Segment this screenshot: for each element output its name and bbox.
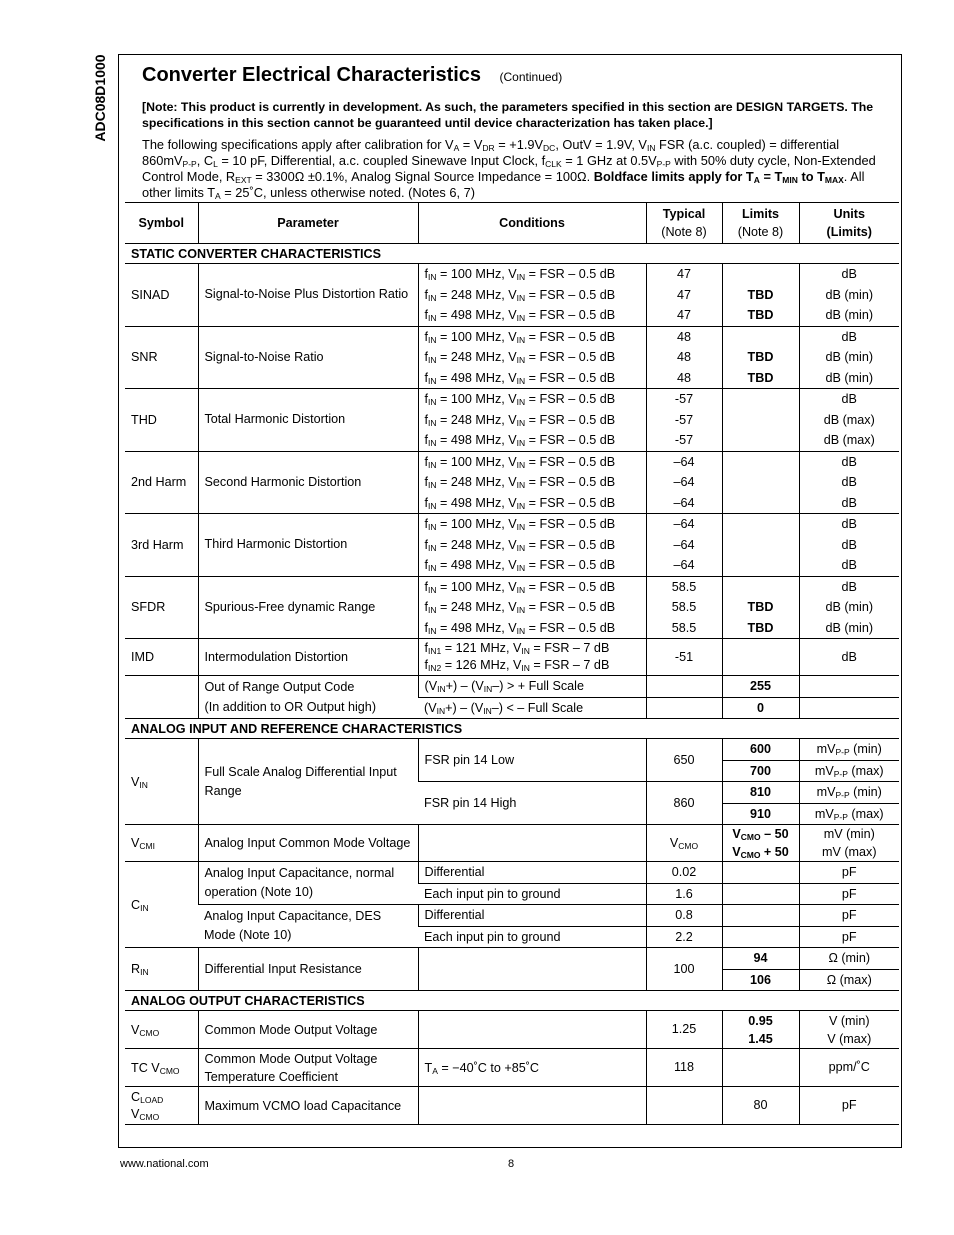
conditions-cell: FSR pin 14 Low xyxy=(418,739,646,782)
units-cell: dB xyxy=(799,639,899,676)
units-cell: ppm/˚C xyxy=(799,1049,899,1087)
typical-cell: 1.25 xyxy=(646,1011,722,1049)
table-row-vin-low xyxy=(125,739,899,782)
parameter-cell: Intermodulation Distortion xyxy=(198,639,418,676)
parameter-cell: Analog Input Common Mode Voltage xyxy=(198,825,418,862)
parameter-cell: Signal-to-Noise Ratio xyxy=(198,326,418,389)
symbol-cell: $C_{LOAD}$ $V_{CMO}$ xyxy=(125,1087,198,1125)
conditions-cell: $f_{IN1} = 121$ MHz, $V_{IN}$ = FSR – 7 dB $f_{IN2} = 126$ MHz, $V_{IN}$ = FSR – 7 dB xyxy=(418,639,646,676)
header-parameter: Parameter xyxy=(198,203,418,244)
conditions-cell: $f_{IN} = 100$ MHz, $V_{IN}$ = FSR – 0.5 dB $f_{IN} = 248$ MHz, $V_{IN}$ = FSR – 0.5 dB $f_{IN} = 498$ MHz, $V_{IN}$ = FSR – 0.5 dB xyxy=(418,576,646,639)
typical-cell: -57 -57 -57 xyxy=(646,389,722,452)
table-row xyxy=(125,514,899,577)
parameter-cell: Differential Input Resistance xyxy=(198,948,418,991)
conditions-cell xyxy=(418,948,646,991)
parameter-cell: Full Scale Analog Differential Input Range xyxy=(198,739,418,825)
limits-cell: 600 700 xyxy=(722,739,799,782)
parameter-cell: Analog Input Capacitance, normal operation (Note 10) xyxy=(198,862,418,905)
symbol-cell xyxy=(125,676,198,719)
page-number: 8 xyxy=(508,1158,515,1170)
units-cell: pF xyxy=(799,883,899,905)
limits-cell: 810 910 xyxy=(722,782,799,825)
header-limits: Limits (Note 8) xyxy=(722,203,799,244)
section-analog-input: ANALOG INPUT AND REFERENCE CHARACTERISTICS xyxy=(125,719,899,739)
units-cell: dB dB dB xyxy=(799,514,899,577)
parameter-cell: Second Harmonic Distortion xyxy=(198,451,418,514)
typical-cell: 47 47 47 xyxy=(646,264,722,327)
typical-cell: 0.02 xyxy=(646,862,722,884)
units-cell: dB dB (min) dB (min) xyxy=(799,576,899,639)
parameter-cell: Signal-to-Noise Plus Distortion Ratio xyxy=(198,264,418,327)
characteristics-table xyxy=(125,202,899,1125)
limits-cell xyxy=(722,862,799,884)
conditions-cell: FSR pin 14 High xyxy=(418,782,646,825)
conditions-cell xyxy=(418,825,646,862)
conditions-cell: $f_{IN} = 100$ MHz, $V_{IN}$ = FSR – 0.5 dB $f_{IN} = 248$ MHz, $V_{IN}$ = FSR – 0.5 dB $f_{IN} = 498$ MHz, $V_{IN}$ = FSR – 0.5 dB xyxy=(418,264,646,327)
units-cell: pF xyxy=(799,905,899,927)
units-cell: mV (min) mV (max) xyxy=(799,825,899,862)
limits-cell: 0 xyxy=(722,697,799,719)
conditions-intro: The following specifications apply after calibration for $V_A = V_{DR} = +1.9V_{DC}$, OutV = 1.9V, $V_{IN}$ FSR (a.c. coupled) = differential $860mV_{P-P}$, $C_L = 10$ pF, Differential, a.c. coupled Sinewave Input Clock, $f_{CLK} = 1$ GHz at $0.5V_{P-P}$ with 50% duty cycle, Non-Extended Control Mode, $R_{EXT} = 3300\Omega \pm 0.1\%$, Analog Signal Source Impedance = 100Ω. Boldface limits apply for $T_A = T_{MIN}$ to $T_{MAX}$. All other limits $T_A$ = 25˚C, unless otherwise noted. (Notes 6, 7) xyxy=(142,137,876,201)
limits-cell: TBD TBD xyxy=(722,576,799,639)
conditions-cell: $f_{IN} = 100$ MHz, $V_{IN}$ = FSR – 0.5 dB $f_{IN} = 248$ MHz, $V_{IN}$ = FSR – 0.5 dB $f_{IN} = 498$ MHz, $V_{IN}$ = FSR – 0.5 dB xyxy=(418,451,646,514)
table-row-tcvcmo xyxy=(125,1049,899,1087)
units-cell: dB dB (min) dB (min) xyxy=(799,264,899,327)
limits-cell xyxy=(722,905,799,927)
conditions-cell: Differential xyxy=(418,905,646,927)
limits-cell: 255 xyxy=(722,676,799,698)
conditions-cell xyxy=(418,1087,646,1125)
limits-cell xyxy=(722,926,799,948)
conditions-cell: $f_{IN} = 100$ MHz, $V_{IN}$ = FSR – 0.5 dB $f_{IN} = 248$ MHz, $V_{IN}$ = FSR – 0.5 dB $f_{IN} = 498$ MHz, $V_{IN}$ = FSR – 0.5 dB xyxy=(418,389,646,452)
conditions-cell xyxy=(418,1011,646,1049)
symbol-cell: $V_{CMI}$ xyxy=(125,825,198,862)
typical-cell: –64 –64 –64 xyxy=(646,514,722,577)
table-header-row xyxy=(125,203,899,244)
units-cell: pF xyxy=(799,862,899,884)
typical-cell: 650 xyxy=(646,739,722,782)
table-row-cload xyxy=(125,1087,899,1125)
symbol-cell: $R_{IN}$ xyxy=(125,948,198,991)
parameter-cell: Total Harmonic Distortion xyxy=(198,389,418,452)
symbol-cell: THD xyxy=(125,389,198,452)
table-row-imd xyxy=(125,639,899,676)
typical-cell: 100 xyxy=(646,948,722,991)
header-units: Units (Limits) xyxy=(799,203,899,244)
footer-url: www.national.com xyxy=(120,1158,209,1170)
limits-cell: $V_{CMO} - 50$ $V_{CMO} + 50$ xyxy=(722,825,799,862)
units-cell xyxy=(799,697,899,719)
limits-cell xyxy=(722,639,799,676)
symbol-cell: SNR xyxy=(125,326,198,389)
page-title: Converter Electrical Characteristics xyxy=(142,64,482,86)
symbol-cell: TC $V_{CMO}$ xyxy=(125,1049,198,1087)
table-row xyxy=(125,451,899,514)
section-analog-output: ANALOG OUTPUT CHARACTERISTICS xyxy=(125,991,899,1011)
typical-cell: 118 xyxy=(646,1049,722,1087)
typical-cell: 2.2 xyxy=(646,926,722,948)
conditions-cell: Each input pin to ground xyxy=(418,883,646,905)
table-row-vcmo xyxy=(125,1011,899,1049)
symbol-cell: 3rd Harm xyxy=(125,514,198,577)
typical-cell xyxy=(646,697,722,719)
conditions-cell: $T_A$ = −40˚C to +85˚C xyxy=(418,1049,646,1087)
limits-cell xyxy=(722,1049,799,1087)
units-cell: dB dB (max) dB (max) xyxy=(799,389,899,452)
conditions-cell: Each input pin to ground xyxy=(418,926,646,948)
parameter-cell: Spurious-Free dynamic Range xyxy=(198,576,418,639)
section-static: STATIC CONVERTER CHARACTERISTICS xyxy=(125,244,899,264)
units-cell: Ω (min) Ω (max) xyxy=(799,948,899,991)
limits-cell xyxy=(722,389,799,452)
table-row-cin-3 xyxy=(125,905,899,927)
limits-cell xyxy=(722,514,799,577)
table-row xyxy=(125,389,899,452)
table-row-vcmi xyxy=(125,825,899,862)
parameter-cell: Analog Input Capacitance, DES Mode (Note 10) xyxy=(198,905,418,948)
limits-cell: TBD TBD xyxy=(722,326,799,389)
table-row-cin-1 xyxy=(125,862,899,884)
limits-cell xyxy=(722,883,799,905)
symbol-cell: $V_{IN}$ xyxy=(125,739,198,825)
header-symbol: Symbol xyxy=(125,203,198,244)
units-cell xyxy=(799,676,899,698)
table-row xyxy=(125,264,899,327)
typical-cell xyxy=(646,1087,722,1125)
header-conditions: Conditions xyxy=(418,203,646,244)
units-cell: $mV_{P-P}$ (min) $mV_{P-P}$ (max) xyxy=(799,739,899,782)
units-cell: dB dB (min) dB (min) xyxy=(799,326,899,389)
table-row-oor-1 xyxy=(125,676,899,698)
units-cell: pF xyxy=(799,926,899,948)
limits-cell: TBD TBD xyxy=(722,264,799,327)
units-cell: $mV_{P-P}$ (min) $mV_{P-P}$ (max) xyxy=(799,782,899,825)
symbol-cell: SFDR xyxy=(125,576,198,639)
parameter-cell: Maximum VCMO load Capacitance xyxy=(198,1087,418,1125)
symbol-cell: SINAD xyxy=(125,264,198,327)
units-cell: V (min) V (max) xyxy=(799,1011,899,1049)
parameter-cell: Common Mode Output Voltage xyxy=(198,1011,418,1049)
typical-cell: 0.8 xyxy=(646,905,722,927)
limits-cell: 94 106 xyxy=(722,948,799,991)
title-continued: (Continued) xyxy=(499,70,563,84)
title-row xyxy=(142,64,562,87)
conditions-cell: $(V_{IN}+) - (V_{IN}-)$ > + Full Scale xyxy=(418,676,646,698)
typical-cell: $V_{CMO}$ xyxy=(646,825,722,862)
typical-cell xyxy=(646,676,722,698)
symbol-cell: $C_{IN}$ xyxy=(125,862,198,948)
typical-cell: 48 48 48 xyxy=(646,326,722,389)
units-cell: dB dB dB xyxy=(799,451,899,514)
typical-cell: 58.5 58.5 58.5 xyxy=(646,576,722,639)
conditions-cell: $(V_{IN}+) - (V_{IN}-)$ < – Full Scale xyxy=(418,697,646,719)
table-row-rin xyxy=(125,948,899,991)
parameter-cell: Out of Range Output Code (In addition to OR Output high) xyxy=(198,676,418,719)
units-cell: pF xyxy=(799,1087,899,1125)
table-row xyxy=(125,576,899,639)
symbol-cell: $V_{CMO}$ xyxy=(125,1011,198,1049)
symbol-cell: IMD xyxy=(125,639,198,676)
limits-cell xyxy=(722,451,799,514)
development-note: [Note: This product is currently in development. As such, the parameters specified in this section are DESIGN TARGETS. The specifications in this section cannot be guaranteed until device characterization has taken place.] xyxy=(142,100,874,130)
table-row xyxy=(125,326,899,389)
limits-cell: 0.95 1.45 xyxy=(722,1011,799,1049)
typical-cell: 1.6 xyxy=(646,883,722,905)
conditions-cell: $f_{IN} = 100$ MHz, $V_{IN}$ = FSR – 0.5 dB $f_{IN} = 248$ MHz, $V_{IN}$ = FSR – 0.5 dB $f_{IN} = 498$ MHz, $V_{IN}$ = FSR – 0.5 dB xyxy=(418,514,646,577)
parameter-cell: Third Harmonic Distortion xyxy=(198,514,418,577)
limits-cell: 80 xyxy=(722,1087,799,1125)
typical-cell: 860 xyxy=(646,782,722,825)
symbol-cell: 2nd Harm xyxy=(125,451,198,514)
conditions-cell: $f_{IN} = 100$ MHz, $V_{IN}$ = FSR – 0.5 dB $f_{IN} = 248$ MHz, $V_{IN}$ = FSR – 0.5 dB $f_{IN} = 498$ MHz, $V_{IN}$ = FSR – 0.5 dB xyxy=(418,326,646,389)
conditions-cell: Differential xyxy=(418,862,646,884)
header-typical: Typical (Note 8) xyxy=(646,203,722,244)
typical-cell: –64 –64 –64 xyxy=(646,451,722,514)
parameter-cell: Common Mode Output Voltage Temperature Coefficient xyxy=(198,1049,418,1087)
side-part-number: ADC08D1000 xyxy=(92,54,108,142)
typical-cell: -51 xyxy=(646,639,722,676)
